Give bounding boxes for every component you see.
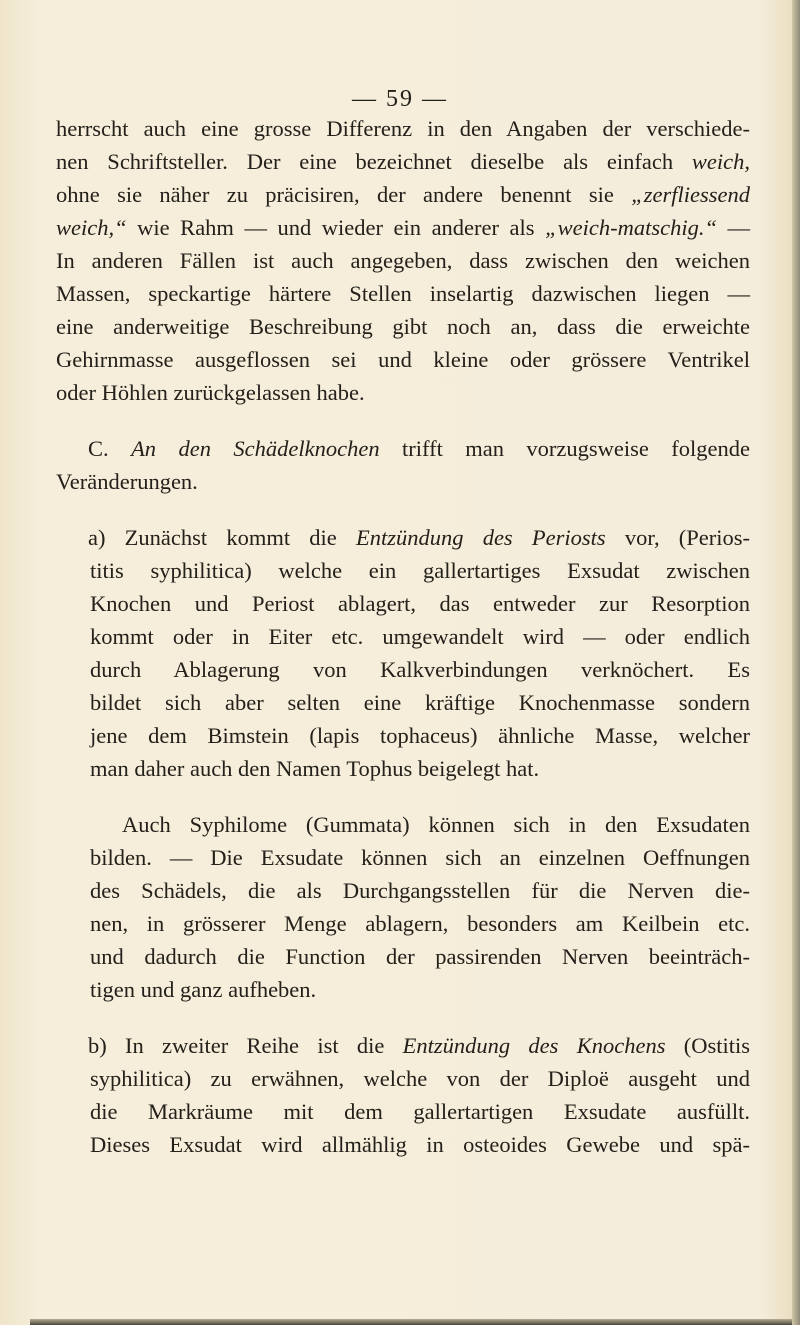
text-line: bildet sich aber selten eine kräftige Knochenmasse sondern: [90, 690, 750, 715]
text-line: Dieses Exsudat wird allmählig in osteoides Gewebe und spä-: [90, 1132, 750, 1157]
text-line: oder Höhlen zurückgelassen habe.: [56, 380, 365, 405]
text-line: nen, in grösserer Menge ablagern, besonders am Keilbein etc.: [90, 911, 750, 936]
item-a: [90, 521, 750, 785]
page-bottom-edge: [30, 1319, 792, 1325]
text-line: und dadurch die Function der passirenden Nerven beeinträch-: [90, 944, 750, 969]
section-c: [56, 432, 750, 498]
text-line: nen Schriftsteller. Der eine bezeichnet dieselbe als einfach weich,: [56, 149, 750, 174]
paragraph-opening: [56, 112, 750, 409]
text-line: kommt oder in Eiter etc. umgewandelt wird — oder endlich: [90, 624, 750, 649]
page-number-header: — 59 —: [352, 86, 448, 112]
page-edge-shadow: [792, 0, 800, 1325]
section-heading-line: C. An den Schädelknochen trifft man vorzugsweise folgende: [88, 436, 751, 461]
text-line: des Schädels, die als Durchgangsstellen für die Nerven die-: [90, 878, 750, 903]
text-line: Veränderungen.: [56, 469, 198, 494]
text-line: In anderen Fällen ist auch angegeben, dass zwischen den weichen: [56, 248, 750, 273]
text-line: die Markräume mit dem gallertartigen Exsudate ausfüllt.: [90, 1099, 750, 1124]
item-label-line: a) Zunächst kommt die Entzündung des Periosts vor, (Perios-: [88, 525, 751, 550]
body-text: [56, 112, 750, 1161]
text-line: Massen, speckartige härtere Stellen inselartig dazwischen liegen —: [56, 281, 750, 306]
text-line: Gehirnmasse ausgeflossen sei und kleine oder grössere Ventrikel: [56, 347, 750, 372]
text-line: man daher auch den Namen Tophus beigelegt hat.: [90, 756, 540, 781]
text-line: weich,“ wie Rahm — und wieder ein anderer als „weich-matschig.“ —: [56, 215, 751, 240]
text-line: bilden. — Die Exsudate können sich an einzelnen Oeffnungen: [90, 845, 750, 870]
text-line: Knochen und Periost ablagert, das entweder zur Resorption: [90, 591, 750, 616]
text-line: titis syphilitica) welche ein gallertartiges Exsudat zwischen: [90, 558, 750, 583]
text-line: ohne sie näher zu präcisiren, der andere benennt sie „zerfliessend: [56, 182, 750, 207]
text-line: durch Ablagerung von Kalkverbindungen verknöchert. Es: [90, 657, 750, 682]
paragraph-syphilome: [90, 808, 750, 1006]
text-line: tigen und ganz aufheben.: [90, 977, 317, 1002]
item-b: [90, 1029, 750, 1161]
text-line: eine anderweitige Beschreibung gibt noch an, dass die erweichte: [56, 314, 750, 339]
text-line: herrscht auch eine grosse Differenz in den Angaben der verschiede-: [56, 116, 750, 141]
text-line: jene dem Bimstein (lapis tophaceus) ähnliche Masse, welcher: [90, 723, 750, 748]
text-line: syphilitica) zu erwähnen, welche von der Diploë ausgeht und: [90, 1066, 750, 1091]
item-label-line: b) In zweiter Reihe ist die Entzündung des Knochens (Ostitis: [88, 1033, 750, 1058]
text-line: Auch Syphilome (Gummata) können sich in den Exsudaten: [122, 812, 750, 837]
